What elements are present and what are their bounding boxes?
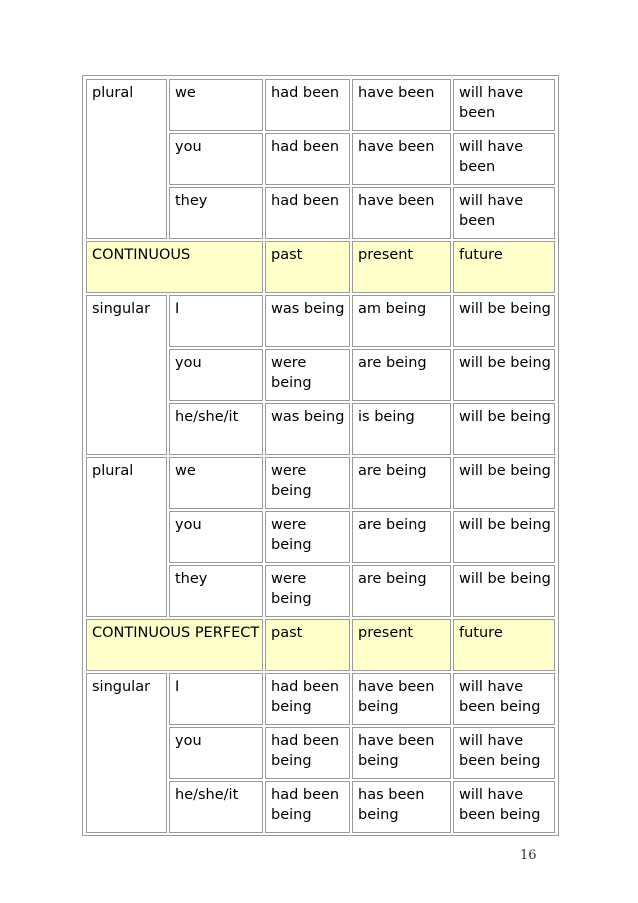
table-cell-present: have been: [352, 133, 451, 185]
table-cell-past: had been being: [265, 673, 350, 725]
table-cell-past: were being: [265, 565, 350, 617]
table-cell-person: we: [169, 457, 263, 509]
table-cell-future: will have been: [453, 133, 555, 185]
header-cell: present: [352, 619, 451, 671]
table-cell-person: you: [169, 349, 263, 401]
header-cell: CONTINUOUS PERFECT: [86, 619, 263, 671]
table-cell-past: had been being: [265, 727, 350, 779]
table-cell-future: will have been: [453, 187, 555, 239]
table-cell-group: singular: [86, 295, 167, 455]
table-cell-past: were being: [265, 457, 350, 509]
table-cell-person: you: [169, 727, 263, 779]
table-cell-present: have been being: [352, 673, 451, 725]
table-cell-present: have been: [352, 187, 451, 239]
header-cell: past: [265, 619, 350, 671]
table-cell-present: am being: [352, 295, 451, 347]
table-cell-future: will be being: [453, 295, 555, 347]
table-cell-present: have been being: [352, 727, 451, 779]
table-cell-future: will be being: [453, 349, 555, 401]
table-cell-future: will have been being: [453, 727, 555, 779]
header-cell: future: [453, 241, 555, 293]
table-cell-present: has been being: [352, 781, 451, 833]
table-cell-present: have been: [352, 79, 451, 131]
header-cell: present: [352, 241, 451, 293]
table-cell-future: will have been being: [453, 673, 555, 725]
page-number: 16: [520, 848, 537, 863]
conjugation-table: [82, 75, 559, 836]
table-cell-past: were being: [265, 511, 350, 563]
table-cell-present: are being: [352, 511, 451, 563]
table-cell-person: you: [169, 511, 263, 563]
table-cell-person: he/she/it: [169, 403, 263, 455]
header-cell: future: [453, 619, 555, 671]
table-cell-past: had been: [265, 79, 350, 131]
table-cell-person: you: [169, 133, 263, 185]
conjugation-grid: [86, 79, 555, 833]
table-cell-group: plural: [86, 79, 167, 239]
table-cell-present: is being: [352, 403, 451, 455]
header-cell: past: [265, 241, 350, 293]
table-cell-past: had been: [265, 133, 350, 185]
table-cell-future: will be being: [453, 565, 555, 617]
table-cell-past: were being: [265, 349, 350, 401]
table-cell-present: are being: [352, 457, 451, 509]
table-cell-person: I: [169, 673, 263, 725]
table-cell-future: will be being: [453, 403, 555, 455]
table-cell-person: we: [169, 79, 263, 131]
table-cell-past: was being: [265, 403, 350, 455]
table-cell-group: singular: [86, 673, 167, 833]
table-cell-future: will be being: [453, 457, 555, 509]
table-cell-group: plural: [86, 457, 167, 617]
table-cell-past: had been being: [265, 781, 350, 833]
table-cell-person: I: [169, 295, 263, 347]
table-cell-person: they: [169, 565, 263, 617]
table-cell-present: are being: [352, 565, 451, 617]
header-cell: CONTINUOUS: [86, 241, 263, 293]
table-cell-future: will have been: [453, 79, 555, 131]
table-cell-past: was being: [265, 295, 350, 347]
table-cell-past: had been: [265, 187, 350, 239]
table-cell-future: will have been being: [453, 781, 555, 833]
table-cell-person: they: [169, 187, 263, 239]
table-cell-present: are being: [352, 349, 451, 401]
table-cell-future: will be being: [453, 511, 555, 563]
table-cell-person: he/she/it: [169, 781, 263, 833]
